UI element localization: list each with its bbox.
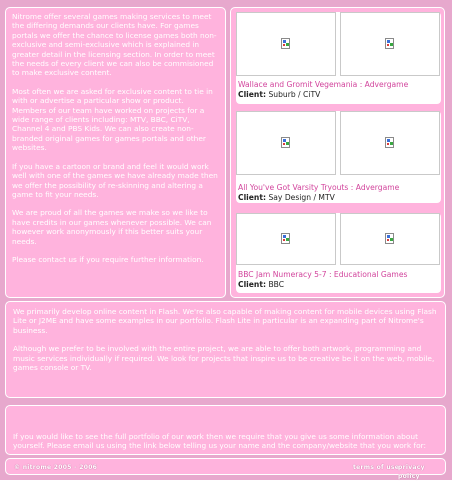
intro-paragraph-4: We are proud of all the games we make so we like to have credits in our games whenever possible. We can however work anonymously if this better suits your needs.: [12, 208, 212, 246]
intro-paragraph-3: If you have a cartoon or brand and feel it would work well with one of the games we have already made then we offer the possibility of re-skinning and altering a game to fit your needs.: [12, 161, 218, 199]
portfolio-client: [238, 193, 335, 202]
intro-paragraph-5: Please contact us if you require further information.: [12, 254, 204, 264]
copyright: © nitrome 2005 - 2006: [14, 464, 98, 471]
client-label: Client:: [238, 90, 267, 99]
client-value: Say Design / MTV: [268, 193, 335, 202]
portfolio-title-link[interactable]: All You've Got Varsity Tryouts : Advergame: [238, 183, 400, 192]
broken-image-icon: [385, 38, 396, 51]
services-panel: [5, 301, 446, 398]
intro-panel: [5, 7, 226, 298]
privacy-policy-link[interactable]: privacy policy: [398, 464, 425, 481]
portfolio-request-text: If you would like to see the full portfolio of our work then we require that you give us some information about yourself. Please email us using the link below telling us your name and the company/website that you work for:: [13, 432, 426, 451]
broken-image-icon: [385, 233, 396, 246]
broken-image-icon: [281, 137, 292, 150]
intro-paragraph-1: Nitrome offer several games making services to meet the differing demands our clients have. For games portals we offer the chance to license games both non-exclusive and semi-exclusive which is explained in greater detail in the licensing section. In order to meet the needs of every client we can also be commisioned to make exclusive content.: [12, 12, 217, 78]
client-label: Client:: [238, 280, 267, 289]
portfolio-panel: [230, 7, 445, 298]
services-paragraph-1: We primarily develop online content in Flash. We're also capable of making content for mobile devices using Flash Lite or J2ME and have some examples in our portfolio. Flash Lite in particular is an expanding part of Nitrome's business.: [13, 307, 437, 335]
footer: [5, 458, 446, 481]
portfolio-thumbnail[interactable]: [340, 213, 440, 265]
broken-image-icon: [385, 137, 396, 150]
portfolio-thumbnail[interactable]: [236, 111, 336, 175]
intro-paragraph-2: Most often we are asked for exclusive content to tie in with or advertise a particular show or product. Members of our team have worked on projects for a wide range of clients including: MTV, BBC, CiTV, Channel 4 and PBS Kids. We can also create non-branded original games for games portals and other websites.: [12, 86, 213, 153]
portfolio-title-link[interactable]: BBC Jam Numeracy 5-7 : Educational Games: [238, 270, 408, 279]
client-value: Suburb / CiTV: [268, 90, 321, 99]
broken-image-icon: [281, 233, 292, 246]
portfolio-thumbnail[interactable]: [236, 213, 336, 265]
services-paragraph-2: Although we prefer to be involved with the entire project, we are able to offer both artwork, programming and music services individually if required. We look for projects that inspire us to be creative be it on the web, mobile, games console or TV.: [13, 344, 435, 373]
portfolio-card-bbc-jam: [236, 213, 441, 293]
portfolio-card-vegemania: [236, 12, 441, 104]
portfolio-client: [238, 280, 284, 289]
portfolio-title-link[interactable]: Wallace and Gromit Vegemania : Advergame: [238, 80, 409, 89]
terms-of-use-link[interactable]: terms of use: [353, 464, 400, 471]
portfolio-client: [238, 90, 320, 99]
portfolio-request-panel: [5, 405, 446, 455]
portfolio-thumbnail[interactable]: [340, 111, 440, 175]
client-label: Client:: [238, 193, 267, 202]
portfolio-thumbnail[interactable]: [236, 12, 336, 76]
portfolio-card-varsity: [236, 111, 441, 203]
portfolio-thumbnail[interactable]: [340, 12, 440, 76]
client-value: BBC: [268, 280, 285, 289]
broken-image-icon: [281, 38, 292, 51]
